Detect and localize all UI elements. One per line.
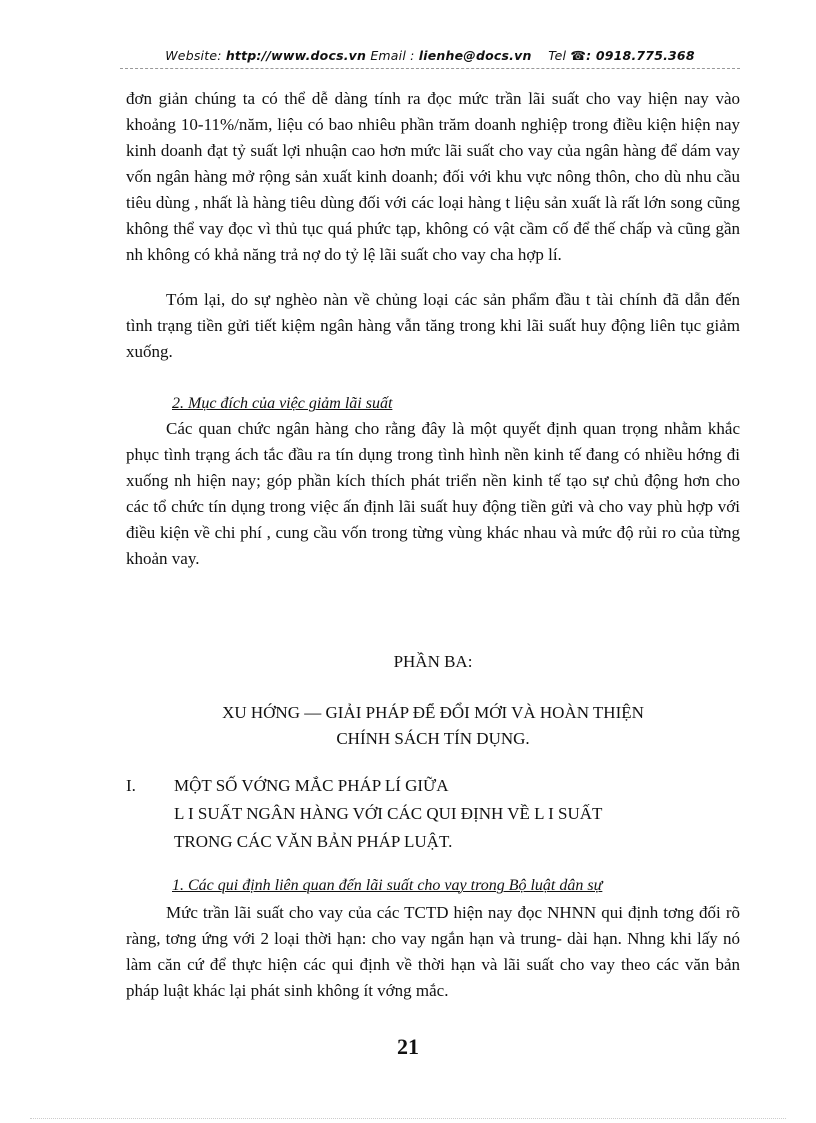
tel-label: Tel [548, 48, 567, 63]
paragraph-4 [126, 900, 740, 1004]
section-number: I. [126, 776, 136, 795]
paragraph-text: Tóm lại, do sự nghèo nàn về chủng loại các sản phẩm đầu t tài chính đã dẫn đến tình trạng tiền gửi tiết kiệm ngân hàng vẫn tăng trong khi lãi suất huy động liên tục giảm xuống. [126, 290, 740, 361]
section-title [174, 772, 734, 856]
paragraph-2 [126, 287, 740, 365]
paragraph-text: Các quan chức ngân hàng cho rằng đây là một quyết định quan trọng nhằm khắc phục tình trạng ách tắc đầu ra tín dụng trong tình hình nền kinh tế đang có nhiều hớng đi xuống nh hiện nay; góp phần kích thích phát triển nền kinh tế tạo sự chủ động hơn cho các tổ chức tín dụng trong việc ấn định lãi suất huy động tiền gửi và cho vay phù hợp với điều kiện về chi phí , cung cầu vốn trong từng vùng khác nhau và mức độ rủi ro của từng khoản vay. [126, 419, 740, 568]
section-title-line-1: MỘT SỐ VỚNG MẮC PHÁP LÍ GIỮA [174, 776, 449, 795]
page-header [120, 48, 740, 63]
website-url[interactable]: http://www.docs.vn [225, 48, 367, 63]
paragraph-3 [126, 416, 740, 572]
page-number: 21 [397, 1034, 419, 1059]
tel-value: : 0918.775.368 [586, 48, 695, 63]
header-divider [120, 68, 740, 69]
main-title-line-2: CHÍNH SÁCH TÍN DỤNG. [336, 729, 530, 748]
footer-divider [30, 1118, 786, 1119]
section-title-line-2: L I SUẤT NGÂN HÀNG VỚI CÁC QUI ĐỊNH VỀ L I SUẤT [174, 804, 603, 823]
main-title [126, 700, 740, 752]
part-title: PHẦN BA: [393, 652, 473, 671]
subheading-qui-dinh: 1. Các qui định liên quan đến lãi suất cho vay trong Bộ luật dân sự [172, 877, 603, 894]
paragraph-text: Mức trần lãi suất cho vay của các TCTD hiện nay đọc NHNN qui định tơng đối rõ ràng, tơng ứng với 2 loại thời hạn: cho vay ngắn hạn và trung- dài hạn. Nhng khi lấy nó làm căn cứ để thực hiện các qui định về thời hạn và lãi suất cho vay theo các văn bản pháp luật khác lại phát sinh không ít vớng mắc. [126, 903, 740, 1000]
subheading-muc-dich: 2. Mục đích của việc giảm lãi suất [172, 395, 393, 412]
paragraph-text: đơn giản chúng ta có thể dễ dàng tính ra đọc mức trần lãi suất cho vay hiện nay vào khoảng 10-11%/năm, liệu có bao nhiêu phần trăm doanh nghiệp trong điều kiện hiện nay kinh doanh đạt tỷ suất lợi nhuận cao hơn mức lãi suất cho vay của ngân hàng để dám vay vốn ngân hàng mở rộng sản xuất kinh doanh; đối với khu vực nông thôn, cho dù nhu cầu tiêu dùng , nhất là hàng tiêu dùng đối với các loại hàng t liệu sản xuất là rất lớn song cũng không thể vay đọc vì thủ tục quá phức tạp, không có vật cầm cố để thế chấp và cũng gần nh không có khả năng trả nợ do tỷ lệ lãi suất cho vay cha hợp lí. [126, 89, 740, 264]
website-label: Website: [165, 48, 222, 63]
phone-icon: ☎ [570, 48, 587, 63]
section-title-line-3: TRONG CÁC VĂN BẢN PHÁP LUẬT. [174, 832, 453, 851]
main-title-line-1: XU HỚNG — GIẢI PHÁP ĐỂ ĐỔI MỚI VÀ HOÀN THIỆN [222, 703, 644, 722]
email-value[interactable]: lienhe@docs.vn [418, 48, 532, 63]
paragraph-1 [126, 86, 740, 268]
email-label: Email : [370, 48, 415, 63]
